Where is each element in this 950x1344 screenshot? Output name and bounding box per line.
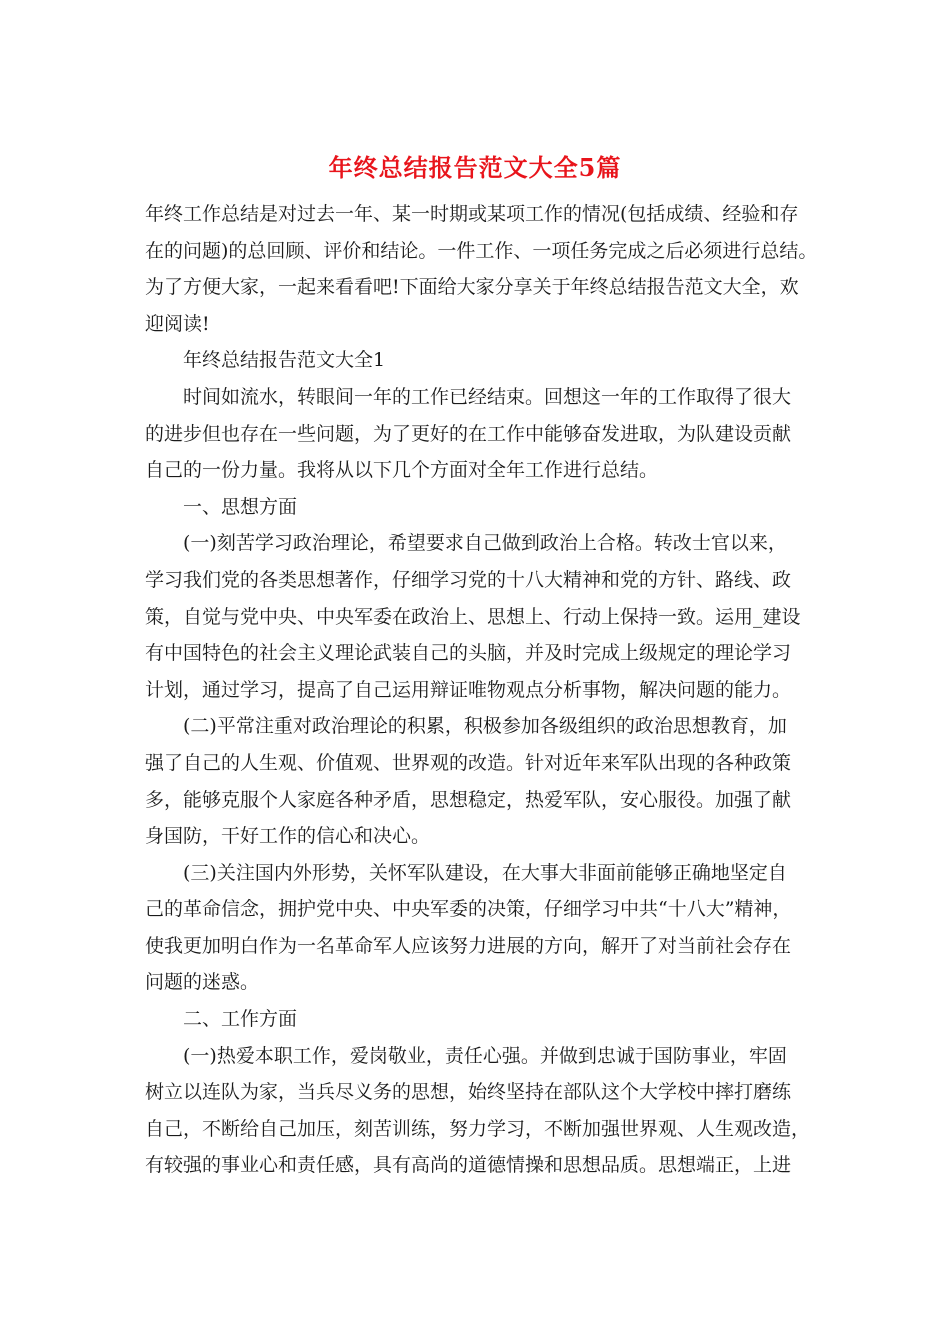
text-line: 多，能够克服个人家庭各种矛盾，思想稳定，热爱军队，安心服役。加强了献 xyxy=(145,788,792,811)
text-line: (三)关注国内外形势，关怀军队建设，在大事大非面前能够正确地坚定自 xyxy=(183,861,787,884)
text-line: 年终总结报告范文大全1 xyxy=(183,349,386,372)
text-line: (一)热爱本职工作，爱岗敬业，责任心强。并做到忠诚于国防事业，牢固 xyxy=(183,1044,787,1067)
text-line: 自己的一份力量。我将从以下几个方面对全年工作进行总结。 xyxy=(145,459,659,482)
text-line: 强了自己的人生观、价值观、世界观的改造。针对近年来军队出现的各种政策 xyxy=(145,751,792,774)
document-body xyxy=(145,196,818,1184)
text-line: 有较强的事业心和责任感，具有高尚的道德情操和思想品质。思想端正，上进 xyxy=(145,1154,792,1177)
text-line: 的进步但也存在一些问题，为了更好的在工作中能够奋发进取，为队建设贡献 xyxy=(145,422,792,445)
text-line: 一、思想方面 xyxy=(183,495,298,518)
text-line: (二)平常注重对政治理论的积累，积极参加各级组织的政治思想教育，加 xyxy=(183,715,787,738)
text-line: 时间如流水，转眼间一年的工作已经结束。回想这一年的工作取得了很大 xyxy=(183,385,792,408)
text-line: 学习我们党的各类思想著作，仔细学习党的十八大精神和党的方针、路线、政 xyxy=(145,568,792,591)
text-line: 身国防，干好工作的信心和决心。 xyxy=(145,825,431,848)
text-line: (一)刻苦学习政治理论，希望要求自己做到政治上合格。转改士官以来， xyxy=(183,532,787,555)
text-line: 树立以连队为家，当兵尽义务的思想，始终坚持在部队这个大学校中摔打磨练 xyxy=(145,1081,792,1104)
text-line: 年终工作总结是对过去一年、某一时期或某项工作的情况(包括成绩、经验和存 xyxy=(145,203,799,225)
text-line: 有中国特色的社会主义理论武装自己的头脑，并及时完成上级规定的理论学习 xyxy=(145,642,792,665)
text-line: 使我更加明白作为一名革命军人应该努力进展的方向，解开了对当前社会存在 xyxy=(145,934,792,957)
text-line: 在的问题)的总回顾、评价和结论。一件工作、一项任务完成之后必须进行总结。 xyxy=(145,239,818,262)
text-line: 策，自觉与党中央、中央军委在政治上、思想上、行动上保持一致。运用_建设 xyxy=(145,605,801,628)
text-line: 为了方便大家，一起来看看吧!下面给大家分享关于年终总结报告范文大全，欢 xyxy=(145,276,799,299)
document-title: 年终总结报告范文大全5篇 xyxy=(328,153,622,182)
text-line: 自己，不断给自己加压，刻苦训练，努力学习，不断加强世界观、人生观改造， xyxy=(145,1117,811,1140)
text-line: 二、工作方面 xyxy=(183,1008,298,1031)
text-line: 己的革命信念，拥护党中央、中央军委的决策，仔细学习中共“十八大”精神， xyxy=(145,898,792,921)
text-line: 问题的迷惑。 xyxy=(145,971,260,994)
text-line: 计划，通过学习，提高了自己运用辩证唯物观点分析事物，解决问题的能力。 xyxy=(145,678,792,701)
text-line: 迎阅读! xyxy=(145,312,210,335)
